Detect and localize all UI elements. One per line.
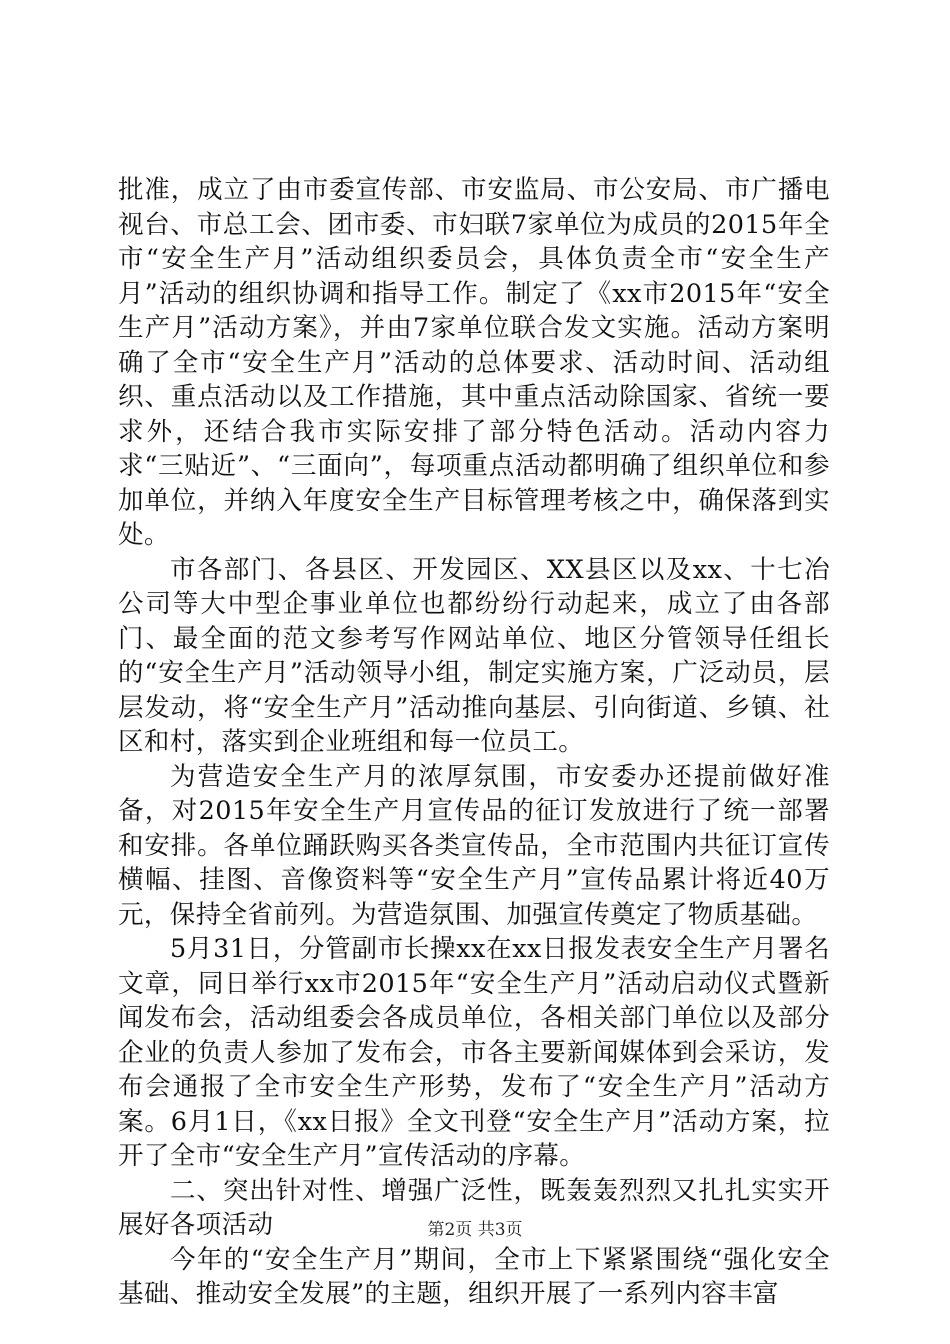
paragraph-promotional-materials: 为营造安全生产月的浓厚氛围，市安委办还提前做好准备，对2015年安全生产月宣传品的征订发放进行了统一部署和安排。各单位踊跃购买各类宣传品，全市范围内共征订宣传横幅、挂图、音像资料等“安全生产月”宣传品累计将近40万元，保持全省前列。为营造氛围、加强宣传奠定了物质基础。 xyxy=(118,761,830,930)
paragraph-activities: 今年的“安全生产月”期间，全市上下紧紧围绕“强化安全基础、推动安全发展”的主题，组织开展了一系列内容丰富 xyxy=(118,1244,830,1309)
paragraph-approval: 批准，成立了由市委宣传部、市安监局、市公安局、市广播电视台、市总工会、团市委、市妇联7家单位为成员的2015年全市“安全生产月”活动组织委员会，具体负责全市“安全生产月”活动的组织协调和指导工作。制定了《xx市2015年“安全生产月”活动方案》，并由7家单位联合发文实施。活动方案明确了全市“安全生产月”活动的总体要求、活动时间、活动组织、重点活动以及工作措施，其中重点活动除国家、省统一要求外，还结合我市实际安排了部分特色活动。活动内容力求“三贴近”、“三面向”，每项重点活动都明确了组织单位和参加单位，并纳入年度安全生产目标管理考核之中，确保落到实处。 xyxy=(118,175,830,550)
page-number-footer: 第2页 共3页 xyxy=(427,1220,523,1240)
paragraph-departments: 市各部门、各县区、开发园区、XX县区以及xx、十七冶公司等大中型企事业单位也都纷纷行动起来，成立了由各部门、最全面的范文参考写作网站单位、地区分管领导任组长的“安全生产月”活动领导小组，制定实施方案，广泛动员，层层发动，将“安全生产月”活动推向基层、引向街道、乡镇、社区和村，落实到企业班组和每一位员工。 xyxy=(118,554,830,757)
document-body xyxy=(118,173,830,1312)
paragraph-launch-ceremony: 5月31日，分管副市长操xx在xx日报发表安全生产月署名文章，同日举行xx市2015年“安全生产月”活动启动仪式暨新闻发布会，活动组委会各成员单位，各相关部门单位以及部分企业的负责人参加了发布会，市各主要新闻媒体到会采访，发布会通报了全市安全生产形势，发布了“安全生产月”活动方案。6月1日，《xx日报》全文刊登“安全生产月”活动方案，拉开了全市“安全生产月”宣传活动的序幕。 xyxy=(118,934,830,1171)
section-heading-two: 二、突出针对性、增强广泛性，既轰轰烈烈又扎扎实实开展好各项活动 xyxy=(118,1175,830,1240)
